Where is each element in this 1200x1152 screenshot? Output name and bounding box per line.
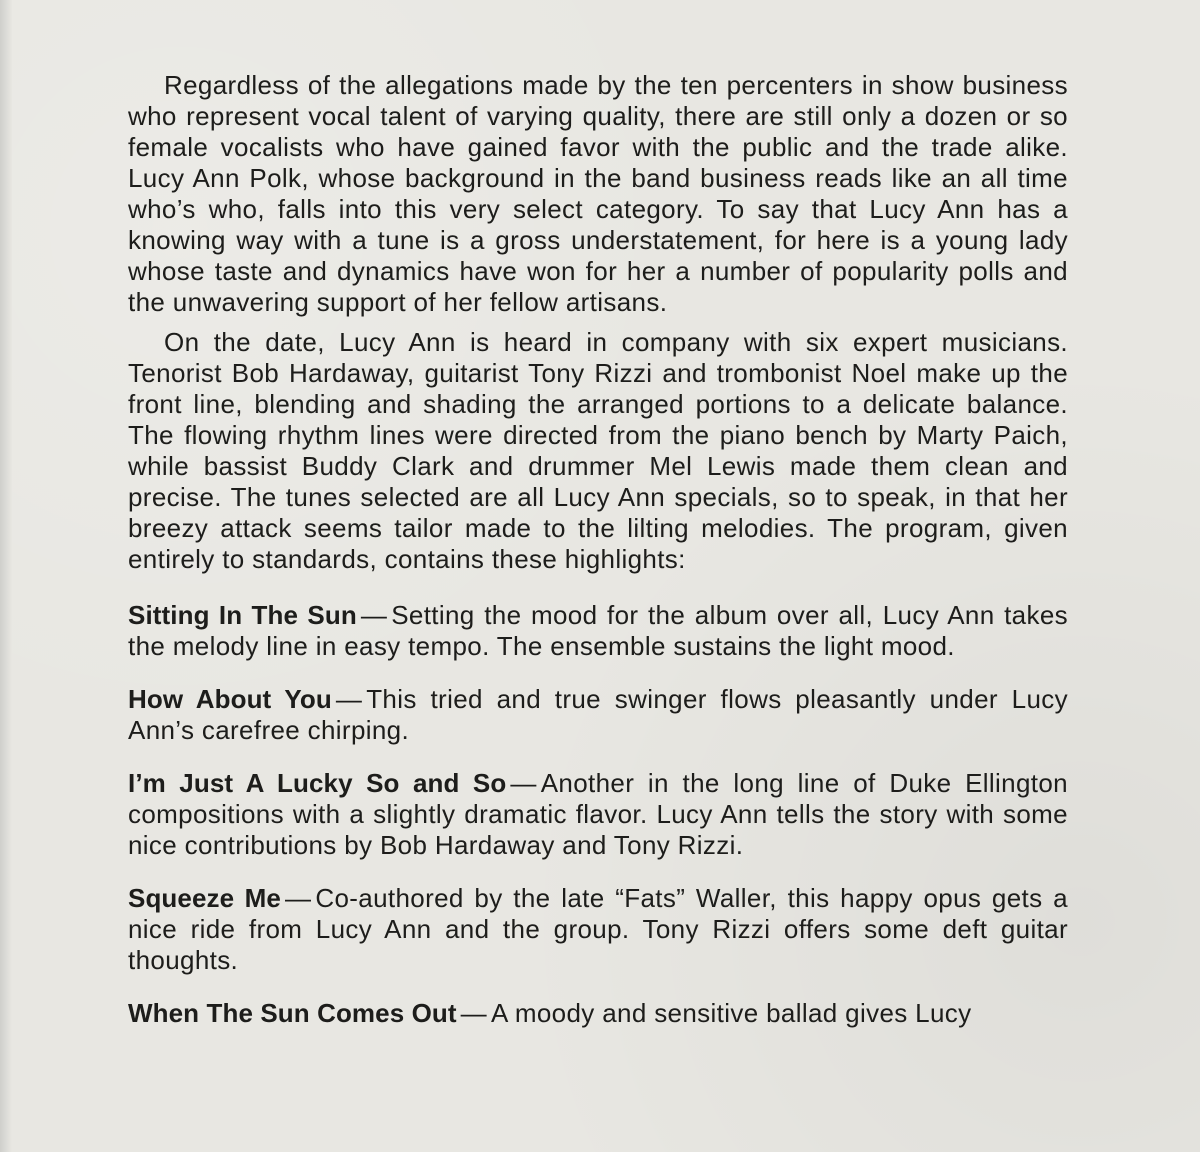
track-title: Squeeze Me xyxy=(128,883,281,913)
session-paragraph: On the date, Lucy Ann is heard in company with six expert musicians. Tenorist Bob Hardaway, guitarist Tony Rizzi and trombonist Noel make up the front line, blending and shading the arranged portions to a delicate balance. The flowing rhythm lines were directed from the piano bench by Marty Paich, while bassist Buddy Clark and drummer Mel Lewis made them clean and precise. The tunes selected are all Lucy Ann specials, so to speak, in that her breezy attack seems tailor made to the lilting melodies. The program, given entirely to standards, contains these highlights: xyxy=(128,327,1068,574)
em-dash: — xyxy=(335,684,363,714)
track-entry xyxy=(128,883,1068,976)
track-title: When The Sun Comes Out xyxy=(128,998,457,1028)
intro-paragraph: Regardless of the allegations made by the ten percenters in show business who represent vocal talent of varying quality, there are still only a dozen or so female vocalists who have gained favor with the public and the trade alike. Lucy Ann Polk, whose background in the band business reads like an all time who’s who, falls into this very select category. To say that Lucy Ann has a knowing way with a tune is a gross understatement, for here is a young lady whose taste and dynamics have won for her a number of popularity polls and the unwavering support of her fellow artisans. xyxy=(128,70,1068,317)
track-description: Co-authored by the late “Fats” Waller, this happy opus gets a nice ride from Lucy Ann and the group. Tony Rizzi offers some deft guitar thoughts. xyxy=(128,883,1068,975)
track-description: This tried and true swinger flows pleasantly under Lucy Ann’s carefree chirping. xyxy=(128,684,1068,745)
track-title: I’m Just A Lucky So and So xyxy=(128,768,507,798)
track-title: How About You xyxy=(128,684,332,714)
track-description: Setting the mood for the album over all, Lucy Ann takes the melody line in easy tempo. The ensemble sustains the light mood. xyxy=(128,600,1069,661)
em-dash: — xyxy=(284,883,312,913)
em-dash: — xyxy=(510,768,537,798)
track-title: Sitting In The Sun xyxy=(128,600,357,630)
track-description: Another in the long line of Duke Ellington compositions with a slightly dramatic flavor. Lucy Ann tells the story with some nice contributions by Bob Hardaway and Tony Rizzi. xyxy=(128,768,1068,860)
liner-notes-content xyxy=(128,70,1068,1051)
track-entry xyxy=(128,768,1068,861)
em-dash: — xyxy=(460,998,488,1028)
track-description: A moody and sensitive ballad gives Lucy xyxy=(491,998,972,1028)
track-entry xyxy=(128,684,1068,746)
em-dash: — xyxy=(360,600,388,630)
track-entry xyxy=(128,600,1068,662)
track-entry-cut-off xyxy=(128,998,1068,1029)
paper-edge xyxy=(0,0,12,1152)
